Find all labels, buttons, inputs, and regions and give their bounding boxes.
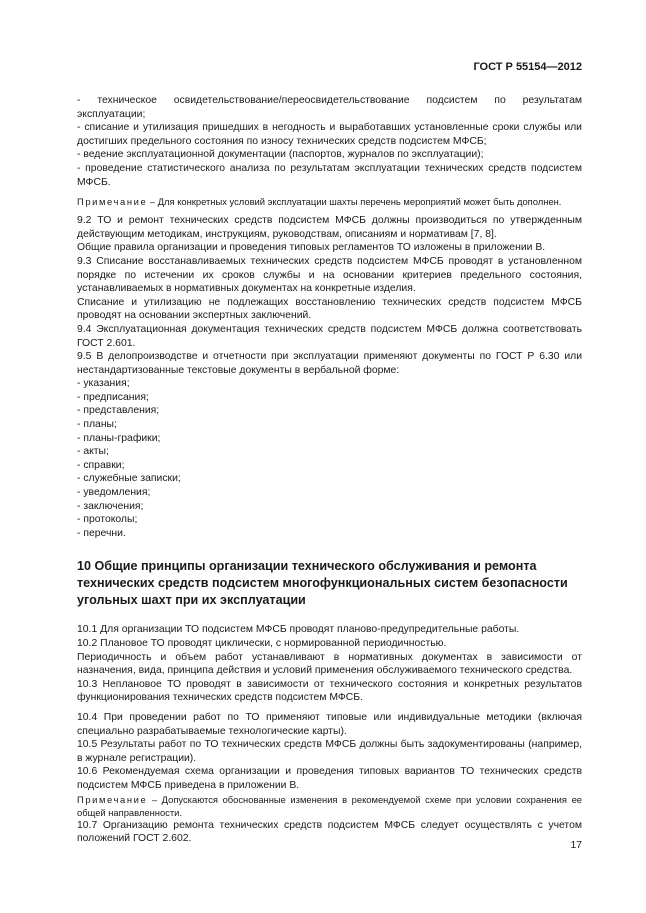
list-item: - справки; — [77, 459, 125, 471]
paragraph: Списание и утилизацию не подлежащих восстановлению технических средств подсистем МФСБ проводят на основании экспертных заключений. — [77, 296, 582, 322]
paragraph: - техническое освидетельствование/переосвидетельствование подсистем по результатам эксплуатации; — [77, 95, 582, 120]
document-types-list — [77, 377, 582, 540]
paragraph: - ведение эксплуатационной документации (паспортов, журналов по эксплуатации); — [77, 149, 484, 161]
list-item: - планы-графики; — [77, 432, 161, 444]
page-number: 17 — [570, 840, 582, 851]
paragraph: Общие правила организации и проведения типовых регламентов ТО изложены в приложении В. — [77, 242, 546, 254]
list-item: - заключения; — [77, 500, 144, 512]
note-text: – Для конкретных условий эксплуатации шахты перечень мероприятий может быть дополнен. — [147, 196, 562, 208]
section10-paragraphs — [77, 711, 582, 793]
list-item: - акты; — [77, 446, 109, 458]
paragraph: 10.1 Для организации ТО подсистем МФСБ проводят планово-предупредительные работы. — [77, 624, 520, 636]
paragraph: 10.6 Рекомендуемая схема организации и проведения типовых вариантов ТО технических средств подсистем МФСБ приведена в приложении В. — [77, 766, 582, 791]
paragraph: 10.3 Неплановое ТО проводят в зависимости от технического состояния и конкретных результатов функционирования технических средств подсистем МФСБ. — [77, 678, 582, 704]
paragraph: - проведение статистического анализа по результатам эксплуатации технических средств подсистем МФСБ. — [77, 162, 582, 188]
note-label: Примечание — [77, 196, 148, 208]
paragraph: 10.2 Плановое ТО проводят циклически, с нормированной периодичностью. — [77, 638, 447, 649]
section9-paragraphs — [77, 214, 582, 377]
page-body — [77, 94, 582, 846]
list-item: - уведомления; — [77, 487, 151, 499]
note-text: – Допускаются обоснованные изменения в рекомендуемой схеме при условии сохранения ее общей направленности. — [77, 793, 582, 818]
paragraph: 9.2 ТО и ремонт технических средств подсистем МФСБ должны производиться по утвержденным действующим методикам, инструкциям, руководствам, описаниям и нормативам [7, 8]. — [77, 215, 582, 240]
note-paragraph — [77, 793, 582, 819]
list-item: - представления; — [77, 405, 160, 417]
paragraph: Периодичность и объем работ устанавливают в нормативных документах в зависимости от назначения, вида, принципа действия и условий применения обслуживаемого технического средства. — [77, 651, 582, 677]
paragraph: 9.4 Эксплуатационная документация технических средств подсистем МФСБ должна соответствовать ГОСТ 2.601. — [77, 323, 582, 349]
list-item: - предписания; — [77, 391, 149, 403]
paragraph: 9.3 Списание восстанавливаемых технических средств подсистем МФСБ проводят в установленном порядке по истечении их сроков службы и на основании критериев предельного состояния, устанавливаемых в нормативных документах на конкретные изделия. — [77, 255, 582, 295]
list-item: - протоколы; — [77, 514, 138, 526]
document-id-header: ГОСТ Р 55154—2012 — [473, 61, 582, 73]
section-10-heading: 10 Общие принципы организации технического обслуживания и ремонта технических средств подсистем многофункциональных систем безопасности угольных шахт при их эксплуатации — [77, 559, 568, 608]
list-item: - указания; — [77, 378, 130, 390]
list-item: - перечни. — [77, 527, 126, 539]
paragraph: 10.4 При проведении работ по ТО применяют типовые или индивидуальные методики (включая специально разрабатываемые технологические карты). — [77, 711, 582, 737]
paragraph: - списание и утилизация пришедших в негодность и выработавших установленные сроки службы или достигших предельного состояния по износу технических средств подсистем МФСБ; — [77, 122, 582, 147]
note-paragraph — [77, 195, 582, 208]
note-label: Примечание — [77, 793, 148, 805]
list-item: - планы; — [77, 419, 117, 431]
paragraph: 10.7 Организацию ремонта технических средств подсистем МФСБ следует осуществлять с учетом положений ГОСТ 2.602. — [77, 819, 582, 845]
list-item: - служебные записки; — [77, 473, 181, 485]
paragraph: 10.5 Результаты работ по ТО технических средств МФСБ должны быть задокументированы (например, в журнале регистрации). — [77, 739, 582, 764]
paragraph: 9.5 В делопроизводстве и отчетности при эксплуатации применяют документы по ГОСТ Р 6.30 или нестандартизованные текстовые документы в вербальной форме: — [77, 351, 582, 376]
